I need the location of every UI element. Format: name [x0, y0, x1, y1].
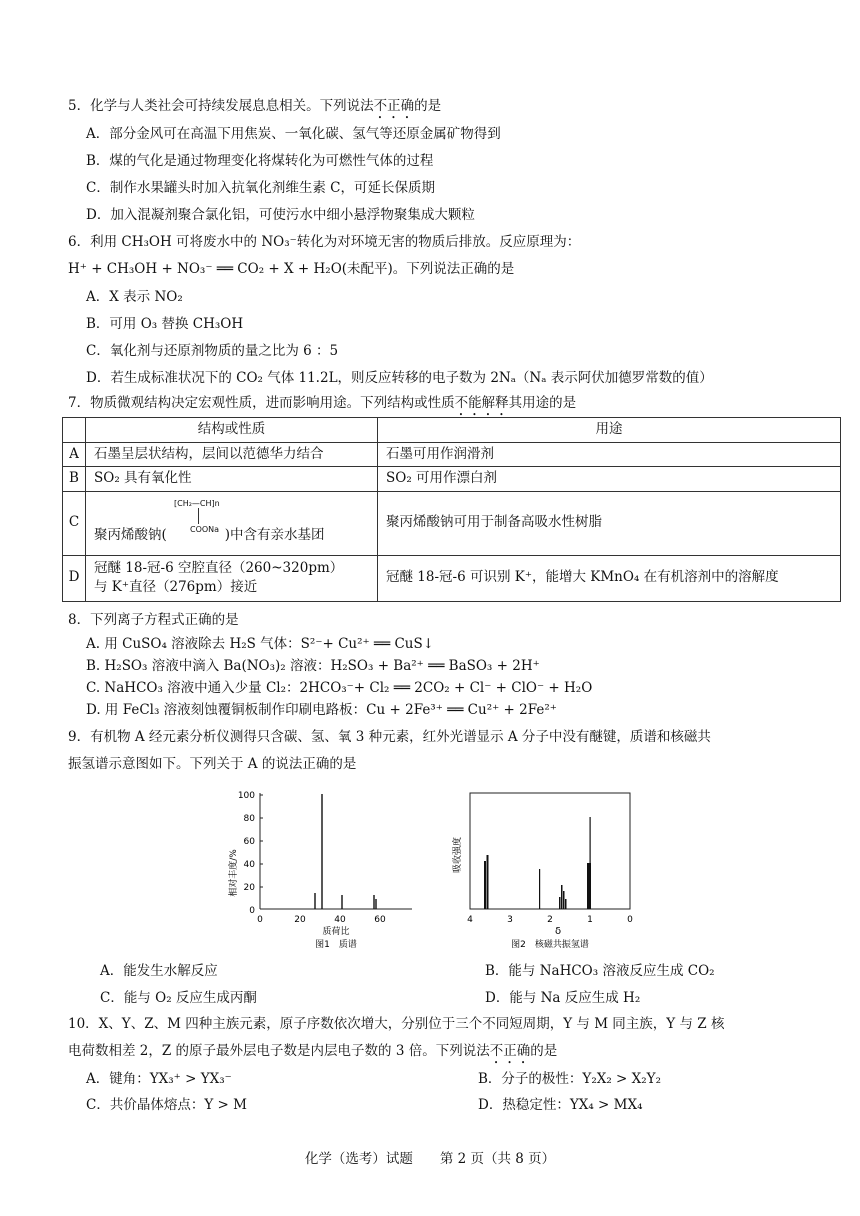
q7-row-d [63, 555, 841, 601]
q9-option-d: D．能与 Na 反应生成 H₂ [485, 990, 641, 1006]
q7-row-structure [86, 555, 378, 601]
q5-stem-text: 5．化学与人类社会可持续发展息息相关。下列说法 [68, 98, 374, 114]
q7-row-key: B [63, 467, 86, 492]
q10-stem-line2 [68, 1042, 557, 1067]
q10-stem-text: 电荷数相差 2，Z 的原子最外层电子数是内层电子数的 3 倍。下列说法 [68, 1043, 490, 1059]
fig2-xtick: 1 [587, 915, 593, 925]
q10-stem-end: 的是 [530, 1043, 558, 1059]
q5-option-c: C．制作水果罐头时加入抗氧化剂维生素 C，可延长保质期 [86, 180, 435, 196]
fig1-ylabel: 相对丰度/% [229, 849, 239, 897]
fig1-ytick: 20 [243, 883, 255, 893]
q5-stem [68, 97, 441, 122]
q7-row-structure [86, 491, 378, 555]
fig2-caption: 图2 核磁共振氢谱 [511, 940, 589, 950]
q7-row-use: SO₂ 可用作漂白剂 [378, 467, 841, 492]
q7-row-c [63, 491, 841, 555]
q5-option-a: A．部分金风可在高温下用焦炭、一氧化碳、氢气等还原金属矿物得到 [86, 126, 501, 142]
q8-option-d: D. 用 FeCl₃ 溶液刻蚀覆铜板制作印刷电路板：Cu + 2Fe³⁺ ══ Cu²⁺ + 2Fe²⁺ [86, 702, 557, 718]
q7-header-use: 用途 [378, 418, 841, 443]
q8-option-b: B. H₂SO₃ 溶液中滴入 Ba(NO₃)₂ 溶液：H₂SO₃ + Ba²⁺ ══ BaSO₃ + 2H⁺ [86, 658, 540, 674]
fig1-ytick: 40 [243, 860, 255, 870]
fig1-ytick: 60 [243, 837, 255, 847]
q7-row-a [63, 442, 841, 467]
q7-row-structure: 石墨呈层状结构，层间以范德华力结合 [86, 442, 378, 467]
fig1-ytick: 100 [237, 791, 255, 801]
nmr-peak [559, 897, 561, 909]
q5-emphasis: 不正确 [373, 98, 415, 114]
nmr-peak [563, 891, 565, 909]
fig1-xtick: 0 [257, 915, 263, 925]
nmr-peak [484, 861, 486, 909]
nmr-peak [539, 869, 540, 909]
q5-option-b: B．煤的气化是通过物理变化将煤转化为可燃性气体的过程 [86, 153, 434, 169]
fig1-ytick: 80 [243, 814, 255, 824]
q10-option-a: A．键角：YX₃⁺ > YX₃⁻ [86, 1071, 232, 1087]
q8-option-c: C. NaHCO₃ 溶液中通入少量 Cl₂：2HCO₃⁻+ Cl₂ ══ 2CO₂ + Cl⁻ + ClO⁻ + H₂O [86, 680, 593, 696]
fig2-xtick: 2 [547, 915, 553, 925]
q7-row-c-text-b: )中含有亲水基团 [224, 527, 325, 544]
q10-option-b: B．分子的极性：Y₂X₂ > X₂Y₂ [478, 1071, 662, 1087]
q6-option-a: A．X 表示 NO₂ [86, 289, 183, 305]
fig1-ytick: 0 [249, 906, 255, 916]
q8-option-a: A. 用 CuSO₄ 溶液除去 H₂S 气体：S²⁻+ Cu²⁺ ══ CuS↓ [86, 636, 435, 652]
q7-row-key: C [63, 491, 86, 555]
q7-row-key: D [63, 555, 86, 601]
q7-row-use: 聚丙烯酸钠可用于制备高吸水性树脂 [378, 491, 841, 555]
fig2-xlabel: δ [554, 926, 562, 937]
nmr-peak [487, 855, 489, 909]
q7-row-d-line1: 冠醚 18-冠-6 空腔直径（260~320pm） [94, 559, 344, 576]
q7-stem [68, 394, 576, 419]
q7-row-d-line2: 与 K⁺直径（276pm）接近 [94, 579, 258, 596]
q10-option-c: C．共价晶体熔点：Y > M [86, 1097, 247, 1113]
q10-emphasis: 不正确 [489, 1043, 531, 1059]
q6-option-c: C．氧化剂与还原剂物质的量之比为 6 ：5 [86, 343, 339, 359]
fig2-xtick: 3 [507, 915, 513, 925]
q9-option-b: B．能与 NaHCO₃ 溶液反应生成 CO₂ [485, 963, 715, 979]
q6-equation: H⁺ + CH₃OH + NO₃⁻ ══ CO₂ + X + H₂O(未配平)。下列说法正确的是 [68, 261, 515, 277]
q9-stem-line2: 振氢谱示意图如下。下列关于 A 的说法正确的是 [68, 756, 357, 772]
nmr-peak [565, 899, 567, 909]
q7-row-b [63, 467, 841, 492]
q5-option-d: D．加入混凝剂聚合氯化铝，可使污水中细小悬浮物聚集成大颗粒 [86, 207, 475, 223]
nmr-peak [590, 817, 591, 909]
q7-row-use: 石墨可用作润滑剂 [378, 442, 841, 467]
q7-row-use: 冠醚 18-冠-6 可识别 K⁺，能增大 KMnO₄ 在有机溶剂中的溶解度 [378, 555, 841, 601]
q7-header-structure: 结构或性质 [86, 418, 378, 443]
q8-stem: 8．下列离子方程式正确的是 [68, 612, 239, 628]
q9-stem-line1: 9．有机物 A 经元素分析仪测得只含碳、氢、氧 3 种元素，红外光谱显示 A 分子中没有醚键，质谱和核磁共 [68, 729, 711, 745]
q6-option-b: B．可用 O₃ 替换 CH₃OH [86, 316, 244, 332]
nmr-peak [561, 885, 563, 909]
q10-option-d: D．热稳定性：YX₄ > MX₄ [478, 1097, 643, 1113]
q7-row-structure: SO₂ 具有氧化性 [86, 467, 378, 492]
fig1-xtick: 20 [294, 915, 306, 925]
q7-row-key: A [63, 442, 86, 467]
q10-stem-line1: 10．X、Y、Z、M 四种主族元素，原子序数依次增大，分别位于三个不同短周期，Y 与 M 同主族，Y 与 Z 核 [68, 1016, 725, 1032]
mass-spectrum-figure [222, 785, 422, 955]
fig1-xtick: 60 [374, 915, 386, 925]
q7-stem-text: 7．物质微观结构决定宏观性质，进而影响用途。下列结构或性质 [68, 395, 455, 411]
fig1-caption: 图1 质谱 [315, 940, 357, 950]
q9-option-a: A．能发生水解反应 [100, 963, 218, 979]
polymer-formula-bottom: COONa [190, 525, 220, 535]
q5-stem-end: 的是 [414, 98, 442, 114]
fig2-ylabel: 吸收强度 [453, 836, 463, 874]
fig2-xtick: 4 [467, 915, 473, 925]
q7-stem-end: 其用途的是 [508, 395, 577, 411]
q6-option-d: D．若生成标准状况下的 CO₂ 气体 11.2L，则反应转移的电子数为 2Nₐ（Nₐ 表示阿伏加德罗常数的值） [86, 370, 713, 386]
q6-stem: 6．利用 CH₃OH 可将废水中的 NO₃⁻转化为对环境无害的物质后排放。反应原理为： [68, 234, 581, 250]
q7-table-header [63, 418, 841, 443]
fig2-xtick: 0 [627, 915, 633, 925]
nmr-spectrum-figure [446, 785, 646, 955]
polymer-bond [198, 508, 199, 524]
polymer-formula-top: [CH₂—CH]n [174, 499, 220, 509]
fig2-frame [470, 793, 630, 909]
fig1-xtick: 40 [334, 915, 346, 925]
q7-row-c-text-a: 聚丙烯酸钠( [94, 527, 167, 544]
q7-emphasis: 不能解释 [454, 395, 509, 411]
page-footer: 化学（选考）试题 第 2 页（共 8 页） [304, 1151, 556, 1167]
q7-table [62, 417, 841, 602]
q9-option-c: C．能与 O₂ 反应生成丙酮 [100, 990, 257, 1006]
fig1-xlabel: 质荷比 [322, 927, 350, 937]
